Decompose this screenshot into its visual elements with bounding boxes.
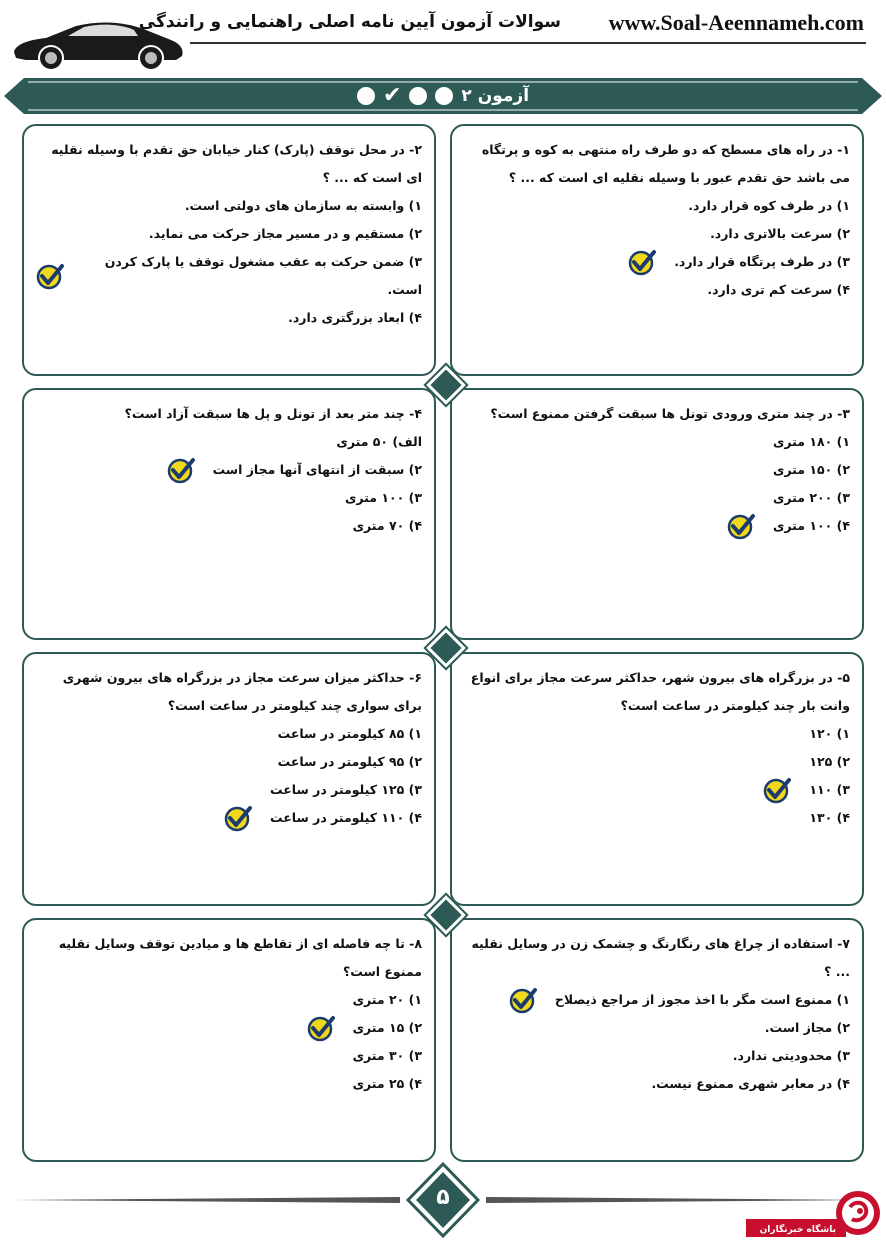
answer-option-label: ۳) ضمن حرکت به عقب مشغول توقف یا پارک کردن است. xyxy=(104,254,422,297)
answer-option xyxy=(36,220,422,248)
answer-option xyxy=(36,1014,422,1042)
answer-option xyxy=(36,1070,422,1098)
answer-option xyxy=(464,804,850,832)
answer-option-label: ۴) ۲۵ متری xyxy=(352,1076,422,1091)
question-card xyxy=(450,652,864,906)
correct-answer-check-icon xyxy=(36,262,64,290)
answer-option xyxy=(464,248,850,276)
question-text: ۸- تا چه فاصله ای از تقاطع ها و میادین توقف وسایل نقلیه ممنوع است؟ xyxy=(58,936,422,979)
question-card xyxy=(450,918,864,1162)
question-card xyxy=(22,918,436,1162)
answer-option xyxy=(36,748,422,776)
answer-option xyxy=(36,986,422,1014)
question-text: ۱- در راه های مسطح که دو طرف راه منتهی به کوه و پرتگاه می باشد حق تقدم عبور با وسیله نقلیه ای است که ... ؟ xyxy=(481,142,850,185)
answer-option-label: ۴) سرعت کم تری دارد. xyxy=(707,282,850,297)
question-card xyxy=(450,388,864,640)
answer-option-label: ۴) ۷۰ متری xyxy=(352,518,422,533)
correct-answer-check-icon xyxy=(763,776,791,804)
answer-option-label: ۴) ۱۰۰ متری xyxy=(772,518,850,533)
header-divider xyxy=(190,42,866,44)
answer-option xyxy=(464,1070,850,1098)
correct-answer-check-icon xyxy=(727,512,755,540)
badge-label: باشگاه خبرنگاران xyxy=(759,1225,836,1235)
answer-option xyxy=(36,428,422,456)
answer-option xyxy=(464,1014,850,1042)
answer-option-label: ۲) سرعت بالاتری دارد. xyxy=(710,226,850,241)
answer-option xyxy=(36,804,422,832)
answer-option xyxy=(464,428,850,456)
answer-option-label: ۳) ۲۰۰ متری xyxy=(772,490,850,505)
answer-option-label: ۴) ۱۳۰ xyxy=(809,810,850,825)
answer-option xyxy=(36,192,422,220)
answer-option xyxy=(36,512,422,540)
answer-option xyxy=(36,1042,422,1070)
dot-icon xyxy=(409,87,427,105)
answer-option-label: الف) ۵۰ متری xyxy=(336,434,422,449)
question-card xyxy=(22,124,436,376)
question-text: ۶- حداکثر میزان سرعت مجاز در بزرگراه های بیرون شهری برای سواری چند کیلومتر در ساعت است؟ xyxy=(62,670,422,713)
answer-option-label: ۱) ۱۲۰ xyxy=(809,726,850,741)
correct-answer-check-icon xyxy=(307,1014,335,1042)
answer-option-label: ۲) سبقت از انتهای آنها مجاز است xyxy=(212,462,422,477)
answer-option xyxy=(36,776,422,804)
answer-option-label: ۲) ۹۵ کیلومتر در ساعت xyxy=(277,754,422,769)
exam-title: آزمون ۲ xyxy=(461,86,530,106)
question-text: ۲- در محل توقف (پارک) کنار خیابان حق تقدم با وسیله نقلیه ای است که ... ؟ xyxy=(51,142,422,185)
answer-option-label: ۲) ۱۵ متری xyxy=(352,1020,422,1035)
answer-option xyxy=(464,220,850,248)
answer-option xyxy=(36,304,422,332)
question-text: ۴- چند متر بعد از تونل و پل ها سبقت آزاد است؟ xyxy=(124,406,422,421)
answer-option xyxy=(36,484,422,512)
correct-answer-check-icon xyxy=(167,456,195,484)
dot-icon xyxy=(357,87,375,105)
answer-option xyxy=(464,1042,850,1070)
answer-option-label: ۱) وابسته به سازمان های دولتی است. xyxy=(184,198,422,213)
answer-option-label: ۴) ابعاد بزرگتری دارد. xyxy=(288,310,422,325)
answer-option-label: ۲) مستقیم و در مسیر مجاز حرکت می نماید. xyxy=(148,226,422,241)
answer-option-label: ۱) ۸۵ کیلومتر در ساعت xyxy=(277,726,422,741)
answer-option-label: ۲) ۱۵۰ متری xyxy=(772,462,850,477)
page-title: سوالات آزمون آیین نامه اصلی راهنمایی و رانندگی xyxy=(138,12,561,32)
question-card xyxy=(22,388,436,640)
answer-option-label: ۱) ۱۸۰ متری xyxy=(772,434,850,449)
answer-option-label: ۳) محدودیتی ندارد. xyxy=(732,1048,850,1063)
answer-option xyxy=(36,248,422,304)
question-text: ۳- در چند متری ورودی تونل ها سبقت گرفتن ممنوع است؟ xyxy=(490,406,850,421)
answer-option-label: ۲) مجاز است. xyxy=(764,1020,850,1035)
answer-option-label: ۴) ۱۱۰ کیلومتر در ساعت xyxy=(270,810,422,825)
answer-option-label: ۳) ۱۲۵ کیلومتر در ساعت xyxy=(270,782,422,797)
question-text: ۵- در بزرگراه های بیرون شهر، حداکثر سرعت مجاز برای انواع وانت بار چند کیلومتر در ساعت است؟ xyxy=(470,670,850,713)
answer-option-label: ۱) ممنوع است مگر با اخذ مجوز از مراجع ذیصلاح xyxy=(554,992,850,1007)
page-header xyxy=(0,0,886,78)
answer-option xyxy=(464,720,850,748)
answer-option xyxy=(464,484,850,512)
answer-option-label: ۳) ۱۰۰ متری xyxy=(344,490,422,505)
answer-option-label: ۲) ۱۲۵ xyxy=(809,754,850,769)
answer-option xyxy=(464,776,850,804)
checkmark-icon: ✔ xyxy=(382,83,402,108)
answer-option xyxy=(464,456,850,484)
answer-option xyxy=(36,720,422,748)
answer-option xyxy=(464,192,850,220)
question-card xyxy=(22,652,436,906)
answer-option-label: ۳) ۱۱۰ xyxy=(809,782,850,797)
question-text: ۷- استفاده از چراغ های رنگارنگ و چشمک زن در وسایل نقلیه ... ؟ xyxy=(471,936,850,979)
answer-option-label: ۴) در معابر شهری ممنوع نیست. xyxy=(651,1076,850,1091)
correct-answer-check-icon xyxy=(224,804,252,832)
correct-answer-check-icon xyxy=(509,986,537,1014)
site-url: www.Soal-Aeennameh.com xyxy=(608,10,864,35)
answer-option-label: ۳) در طرف پرتگاه قرار دارد. xyxy=(674,254,850,269)
question-card xyxy=(450,124,864,376)
answer-option-label: ۱) ۲۰ متری xyxy=(352,992,422,1007)
exam-banner xyxy=(4,76,882,116)
answer-option xyxy=(464,512,850,540)
answer-option xyxy=(464,986,850,1014)
answer-option xyxy=(464,748,850,776)
correct-answer-check-icon xyxy=(628,248,656,276)
page-number: ۵ xyxy=(436,1185,450,1210)
dot-icon xyxy=(435,87,453,105)
answer-option xyxy=(36,456,422,484)
answer-option-label: ۱) در طرف کوه قرار دارد. xyxy=(688,198,850,213)
answer-option-label: ۳) ۳۰ متری xyxy=(352,1048,422,1063)
answer-option xyxy=(464,276,850,304)
